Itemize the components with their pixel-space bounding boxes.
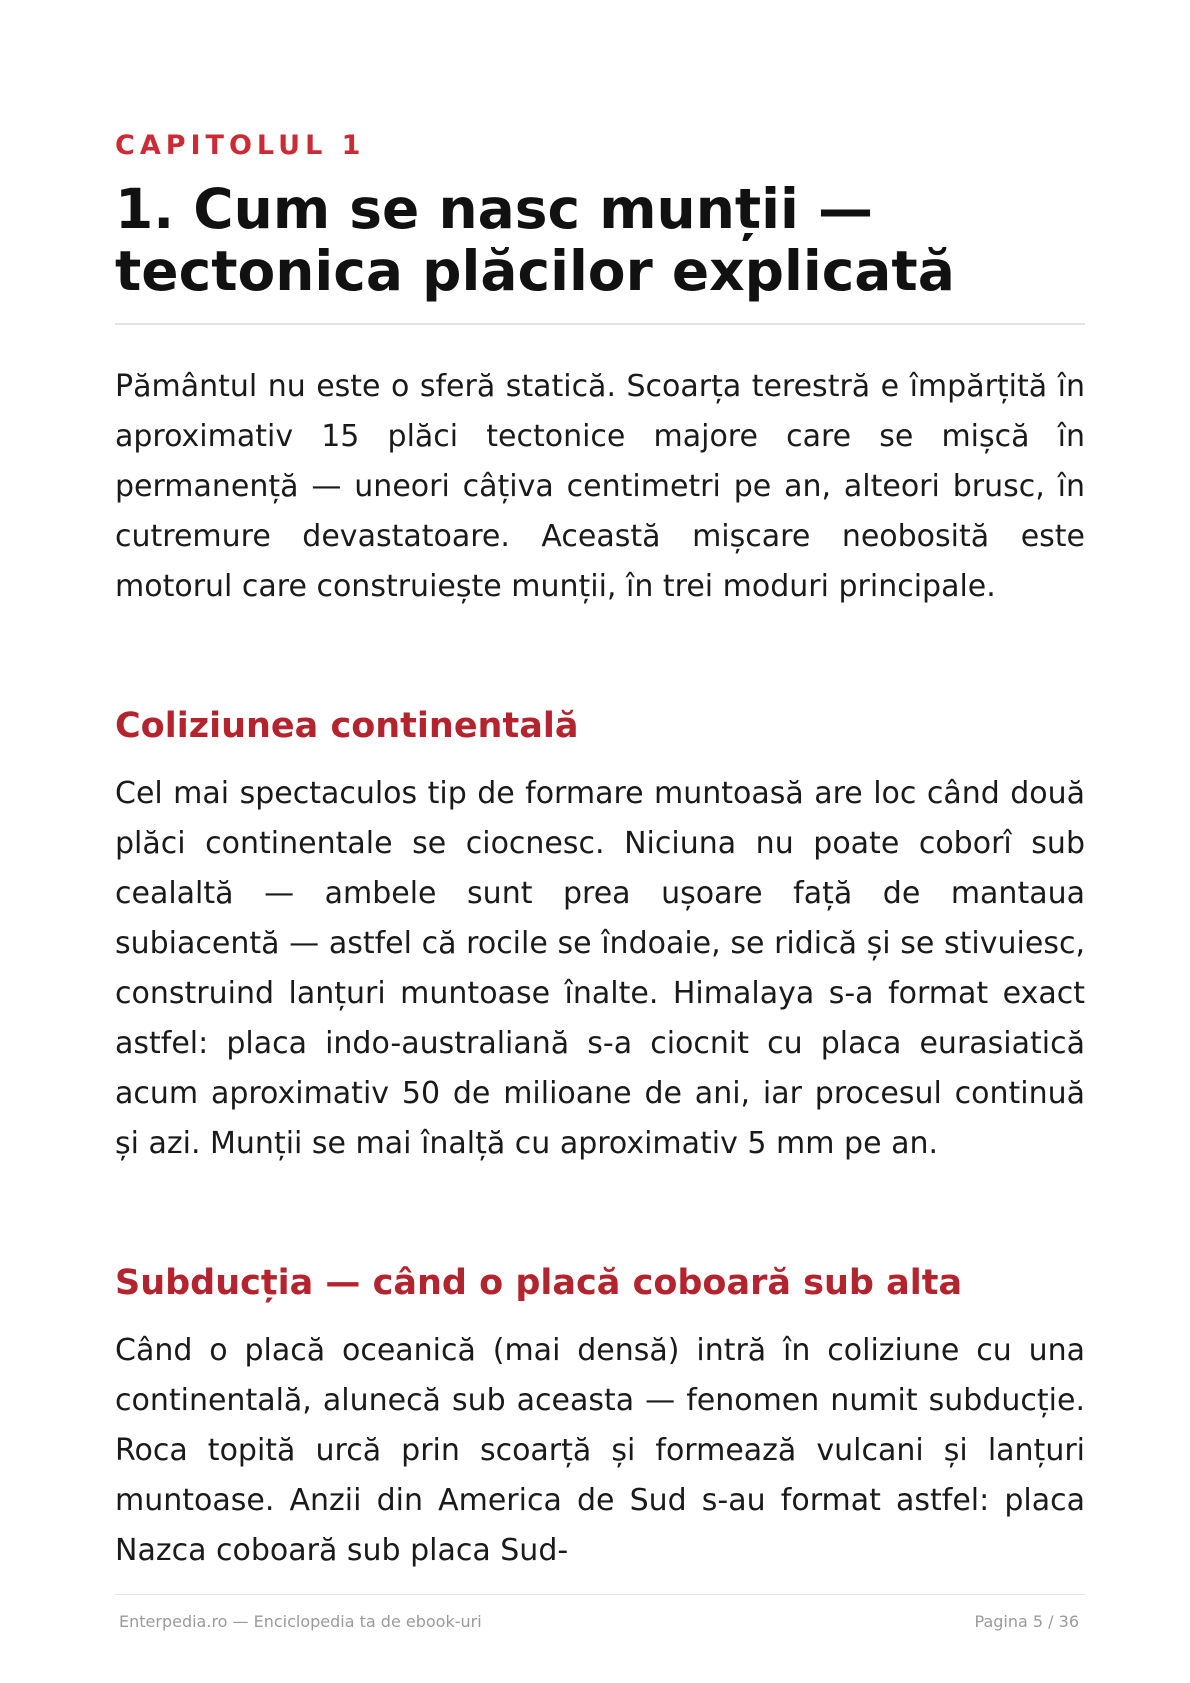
section-paragraph-continental-collision: Cel mai spectaculos tip de formare muntoasă are loc când două plăci continentale se ciocnesc. Niciuna nu poate coborî sub cealaltă — ambele sunt prea ușoare față de mantaua subiacentă — astfel că rocile se îndoaie, se ridică și se stivuiesc, construind lanțuri muntoase înalte. Himalaya s-a format exact astfel: placa indo-australiană s-a ciocnit cu placa eurasiatică acum aproximativ 50 de milioane de ani, iar procesul continuă și azi. Munții se mai înalță cu aproximativ 5 mm pe an. [115,776,1085,1161]
footer-site-credit: Enterpedia.ro — Enciclopedia ta de ebook-uri [119,1612,482,1631]
footer-page-number: Pagina 5 / 36 [974,1612,1079,1631]
section-paragraph-subduction: Când o placă oceanică (mai densă) intră în coliziune cu una continentală, alunecă sub aceasta — fenomen numit subducție. Roca topită urcă prin scoarță și formează vulcani și lanțuri muntoase. Anzii din America de Sud s-au format astfel: placa Nazca coboară sub placa Sud- [115,1333,1085,1568]
chapter-label: CAPITOLUL 1 [115,130,366,161]
intro-paragraph: Pământul nu este o sferă statică. Scoarța terestră e împărțită în aproximativ 15 plăci tectonice majore care se mișcă în permanență — uneori câțiva centimetri pe an, alteori brusc, în cutremure devastatoare. Această mișcare neobosită este motorul care construiește munții, în trei moduri principale. [115,369,1085,604]
section-heading-continental-collision: Coliziunea continentală [115,706,579,746]
title-divider [115,323,1085,325]
footer-divider [115,1594,1085,1595]
section-heading-subduction: Subducția — când o placă coboară sub alta [115,1263,963,1303]
chapter-title: 1. Cum se nasc munții — tectonica plăcilor explicată [115,177,955,303]
